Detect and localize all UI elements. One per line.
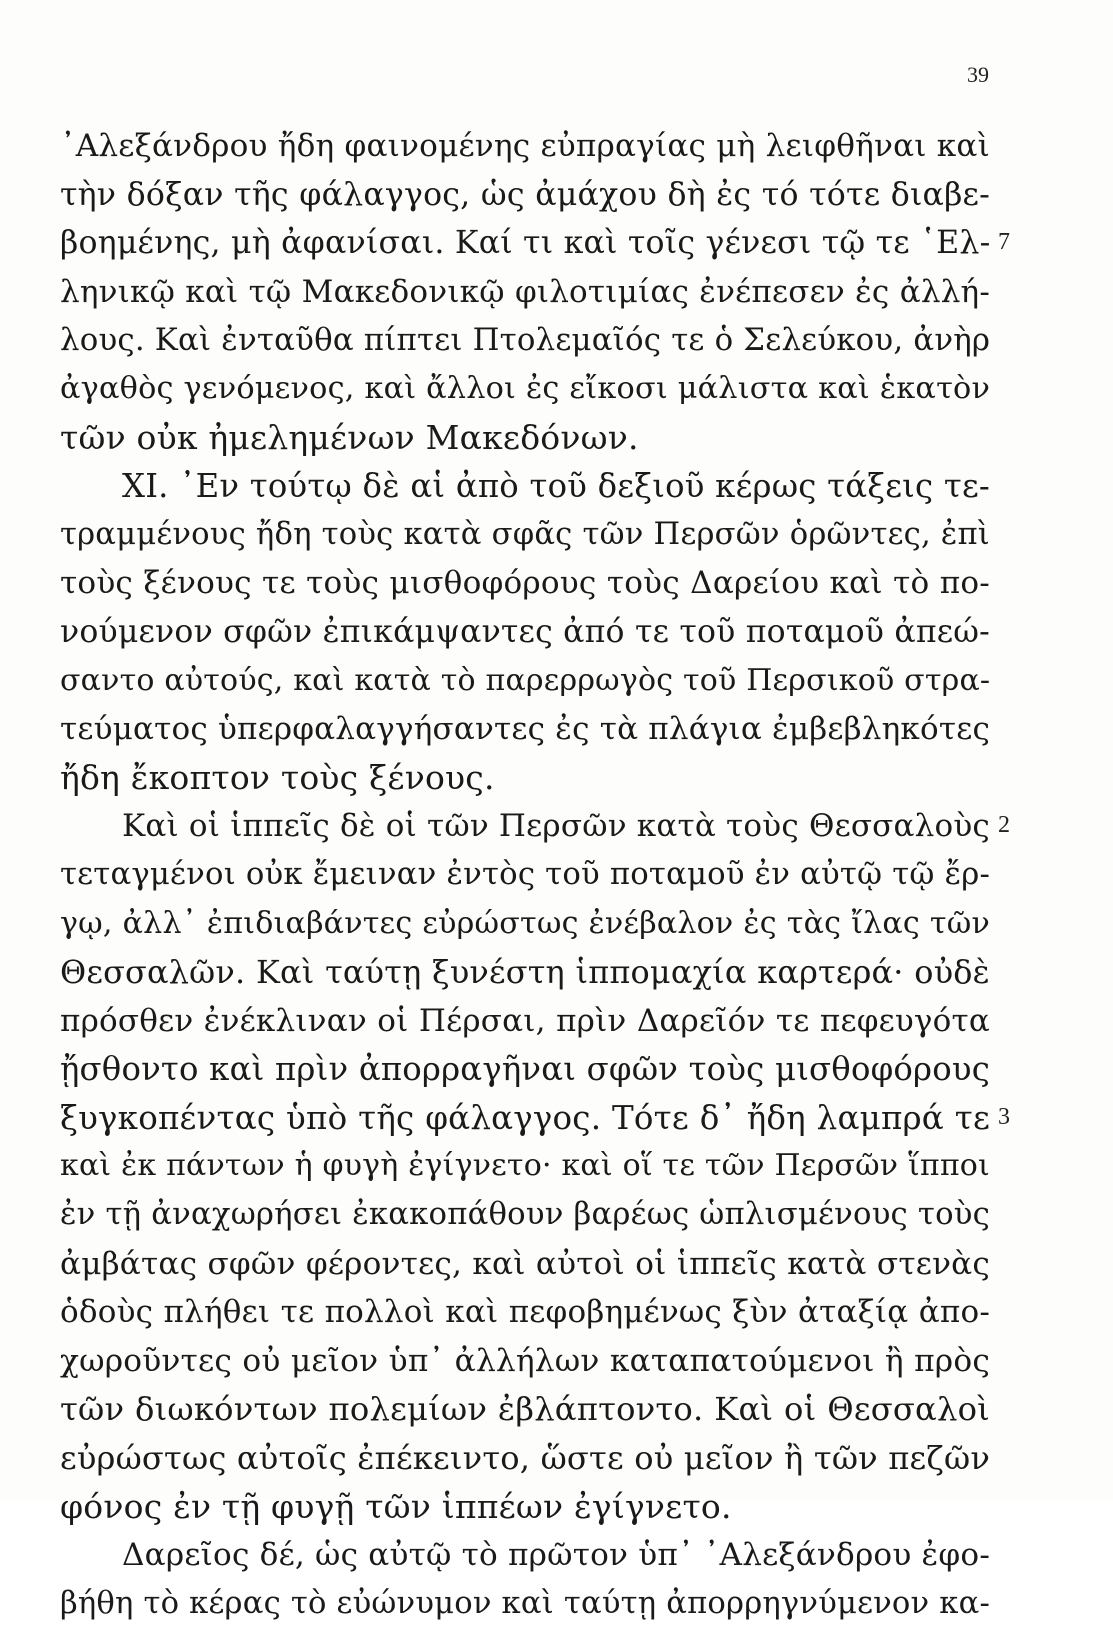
margin-section-number: 2 — [998, 812, 1010, 839]
text-line: νούμενον σφῶν ἐπικάμψαντες ἀπό τε τοῦ ποταμοῦ ἀπεώ- — [60, 613, 990, 650]
text-line: σαντο αὐτούς, καὶ κατὰ τὸ παρερρωγὸς τοῦ Περσικοῦ στρα- — [60, 662, 991, 698]
text-line: ᾔσθοντο καὶ πρὶν ἀπορραγῆναι σφῶν τοὺς μισθοφόρους — [60, 1050, 990, 1089]
text-line: τραμμένους ἤδη τοὺς κατὰ σφᾶς τῶν Περσῶν ὁρῶντες, ἐπὶ — [60, 516, 990, 552]
text-line: ξυγκοπέντας ὑπὸ τῆς φάλαγγος. Τότε δ᾽ ἤδη λαμπρά τε — [60, 1098, 990, 1137]
page-number: 39 — [967, 62, 989, 87]
greek-text-body — [60, 122, 990, 1628]
margin-section-number: 3 — [998, 1104, 1010, 1130]
text-line: βοημένης, μὴ ἀφανίσαι. Καί τι καὶ τοῖς γένεσι τῷ τε ῾Ελ- — [60, 225, 991, 262]
text-line: τεταγμένοι οὐκ ἔμειναν ἐντὸς τοῦ ποταμοῦ ἐν αὐτῷ τῷ ἔρ- — [60, 856, 991, 892]
text-line: καὶ ἐκ πάντων ἡ φυγὴ ἐγίγνετο· καὶ οἵ τε τῶν Περσῶν ἵπποι — [60, 1148, 990, 1184]
margin-section-number: 7 — [998, 229, 1010, 256]
text-line: γῳ, ἀλλ᾽ ἐπιδιαβάντες εὐρώστως ἐνέβαλον ἐς τὰς ἴλας τῶν — [60, 905, 990, 941]
text-line: χωροῦντες οὐ μεῖον ὑπ᾽ ἀλλήλων καταπατούμενοι ἢ πρὸς — [60, 1342, 990, 1379]
text-line: ληνικῷ καὶ τῷ Μακεδονικῷ φιλοτιμίας ἐνέπεσεν ἐς ἀλλή- — [60, 273, 990, 310]
text-line: ἀμβάτας σφῶν φέροντες, καὶ αὐτοὶ οἱ ἱππεῖς κατὰ στενὰς — [60, 1245, 990, 1282]
text-line: ἐν τῇ ἀναχωρήσει ἐκακοπάθουν βαρέως ὡπλισμένους τοὺς — [60, 1197, 990, 1233]
text-line: Καὶ οἱ ἱππεῖς δὲ οἱ τῶν Περσῶν κατὰ τοὺς Θεσσαλοὺς — [122, 808, 990, 845]
text-line: Θεσσαλῶν. Καὶ ταύτῃ ξυνέστη ἱππομαχία καρτερά· οὐδὲ — [60, 953, 990, 992]
text-line: τεύματος ὑπερφαλαγγήσαντες ἐς τὰ πλάγια ἐμβεβληκότες — [60, 711, 991, 748]
text-line: τὴν δόξαν τῆς φάλαγγος, ὡς ἀμάχου δὴ ἐς τό τότε διαβε- — [60, 176, 990, 213]
text-line: τῶν διωκόντων πολεμίων ἐβλάπτοντο. Καὶ οἱ Θεσσαλοὶ — [60, 1390, 990, 1429]
text-line: βήθη τὸ κέρας τὸ εὐώνυμον καὶ ταύτῃ ἀπορρηγνύμενον κα- — [60, 1585, 990, 1621]
text-line: ὁδοὺς πλήθει τε πολλοὶ καὶ πεφοβημένως ξὺν ἀταξίᾳ ἀπο- — [60, 1294, 990, 1331]
text-line: ᾿Αλεξάνδρου ἤδη φαινομένης εὐπραγίας μὴ λειφθῆναι καὶ — [60, 128, 990, 164]
text-line: φόνος ἐν τῇ φυγῇ τῶν ἱππέων ἐγίγνετο. — [60, 1486, 732, 1526]
text-line: τοὺς ξένους τε τοὺς μισθοφόρους τοὺς Δαρείου καὶ τὸ πο- — [60, 565, 990, 602]
text-line: XI. ᾿Εν τούτῳ δὲ αἱ ἀπὸ τοῦ δεξιοῦ κέρως τάξεις τε- — [122, 467, 990, 506]
text-line: Δαρεῖος δέ, ὡς αὐτῷ τὸ πρῶτον ὑπ᾽ ᾿Αλεξάνδρου ἐφο- — [122, 1537, 991, 1574]
text-line: ἀγαθὸς γενόμενος, καὶ ἄλλοι ἐς εἴκοσι μάλιστα καὶ ἑκατὸν — [60, 370, 991, 406]
text-line: τῶν οὐκ ἠμελημένων Μακεδόνων. — [60, 417, 639, 457]
text-line: πρόσθεν ἐνέκλιναν οἱ Πέρσαι, πρὶν Δαρεῖόν τε πεφευγότα — [60, 1002, 990, 1039]
text-line: λους. Καὶ ἐνταῦθα πίπτει Πτολεμαῖός τε ὁ Σελεύκου, ἀνὴρ — [60, 322, 991, 359]
text-line: ἤδη ἔκοπτον τοὺς ξένους. — [60, 757, 495, 797]
text-line: εὐρώστως αὐτοῖς ἐπέκειντο, ὥστε οὐ μεῖον ἢ τῶν πεζῶν — [60, 1439, 991, 1478]
